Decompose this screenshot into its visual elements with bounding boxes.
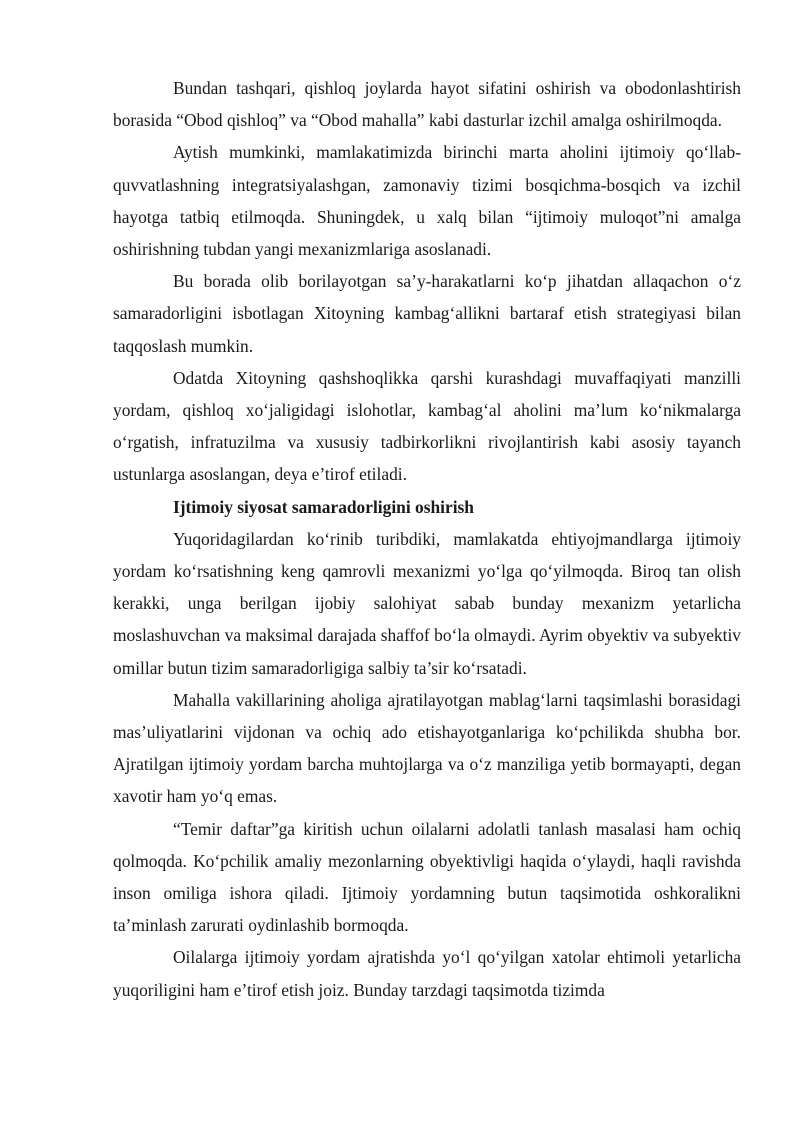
paragraph-2: Aytish mumkinki, mamlakatimizda birinchi marta aholini ijtimoiy qo‘llab-quvvatlashning integratsiyalashgan, zamonaviy tizimi bosqichma-bosqich va izchil hayotga tatbiq etilmoqda. Shuningdek, u xalq bilan “ijtimoiy muloqot”ni amalga oshirishning tubdan yangi mexanizmlariga asoslanadi. (113, 142, 741, 260)
paragraph-8: Oilalarga ijtimoiy yordam ajratishda yo‘l qo‘yilgan xatolar ehtimoli yetarlicha yuqoriligini ham e’tirof etish joiz. Bunday tarzdagi taqsimotda tizimda (113, 947, 741, 1000)
document-body (113, 72, 741, 1006)
paragraph-3: Bu borada olib borilayotgan sa’y-harakatlarni ko‘p jihatdan allaqachon o‘z samaradorligini isbotlagan Xitoyning kambag‘allikni bartaraf etish strategiyasi bilan taqqoslash mumkin. (113, 271, 741, 356)
paragraph-6: Mahalla vakillarining aholiga ajratilayotgan mablag‘larni taqsimlashi borasidagi mas’uliyatlarini vijdonan va ochiq ado etishayotganlariga ko‘pchilikda shubha bor. Ajratilgan ijtimoiy yordam barcha muhtojlarga va o‘z manziliga yetib bormayapti, degan xavotir ham yo‘q emas. (113, 689, 741, 807)
paragraph-1: Bundan tashqari, qishloq joylarda hayot sifatini oshirish va obodonlashtirish borasida “Obod qishloq” va “Obod mahalla” kabi dasturlar izchil amalga oshirilmoqda. (113, 78, 741, 131)
paragraph-4: Odatda Xitoyning qashshoqlikka qarshi kurashdagi muvaffaqiyati manzilli yordam, qishloq xo‘jaligidagi islohotlar, kambag‘al aholini ma’lum ko‘nikmalarga o‘rgatish, infratuzilma va xususiy tadbirkorlikni rivojlantirish kabi asosiy tayanch ustunlarga asoslangan, deya e’tirof etiladi. (113, 367, 741, 485)
paragraph-5: Yuqoridagilardan ko‘rinib turibdiki, mamlakatda ehtiyojmandlarga ijtimoiy yordam ko‘rsatishning keng qamrovli mexanizmi yo‘lga qo‘yilmoqda. Biroq tan olish kerakki, unga berilgan ijobiy salohiyat sabab bunday mexanizm yetarlicha moslashuvchan va maksimal darajada shaffof bo‘la olmaydi. Ayrim obyektiv va subyektiv omillar butun tizim samaradorligiga salbiy ta’sir ko‘rsatadi. (113, 528, 741, 678)
section-heading: Ijtimoiy siyosat samaradorligini oshirish (173, 496, 474, 517)
paragraph-7: “Temir daftar”ga kiritish uchun oilalarni adolatli tanlash masalasi ham ochiq qolmoqda. Ko‘pchilik amaliy mezonlarning obyektivligi haqida o‘ylaydi, haqli ravishda inson omiliga ishora qiladi. Ijtimoiy yordamning butun taqsimotida oshkoralikni ta’minlash zarurati oydinlashib bormoqda. (113, 818, 741, 936)
